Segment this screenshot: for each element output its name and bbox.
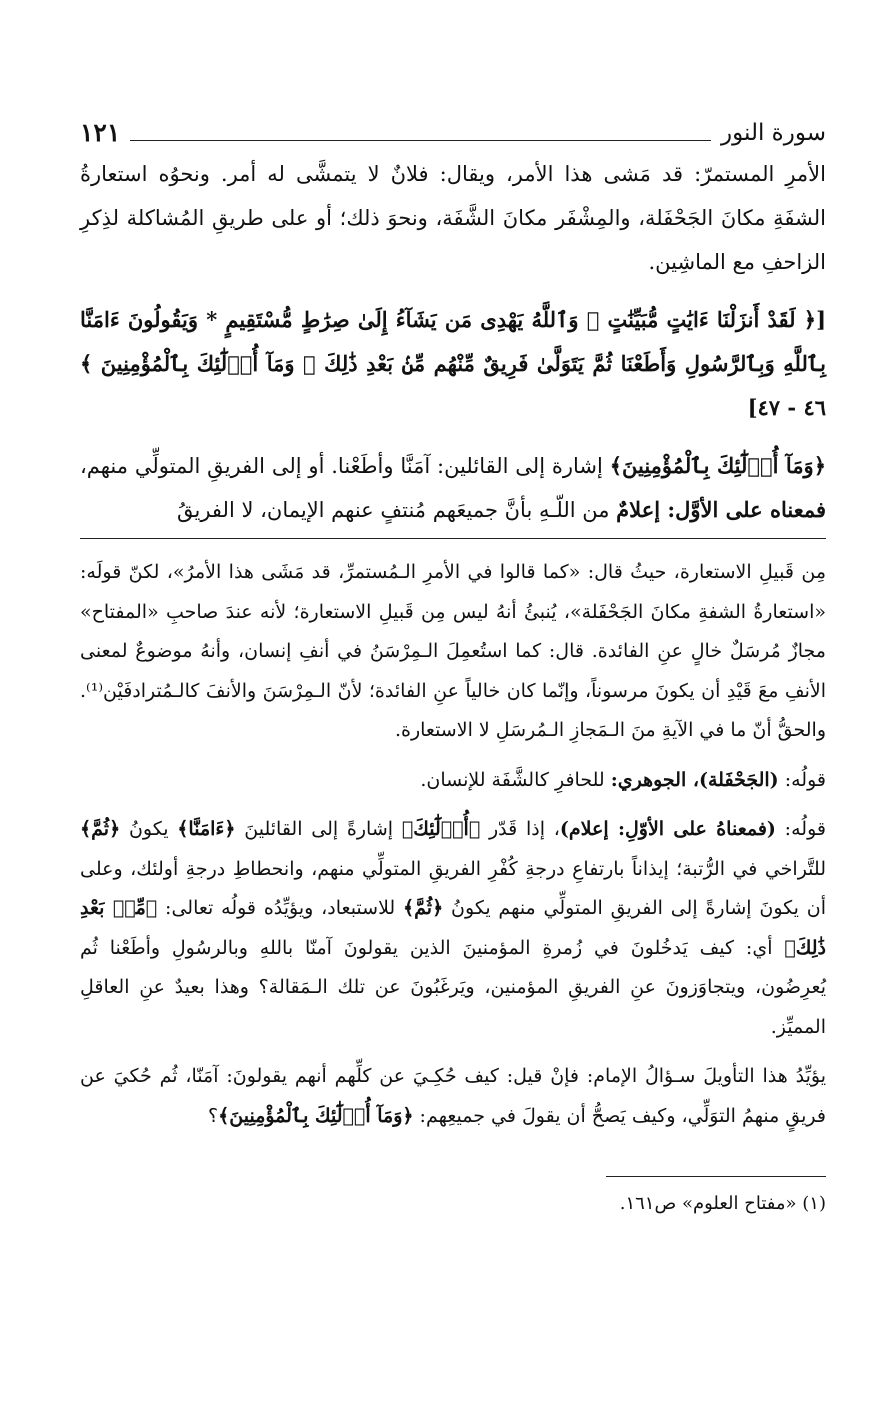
commentary <box>80 553 826 1136</box>
text-span: ؟ <box>208 1104 219 1127</box>
main-paragraph-1: الأمرِ المستمرّ: قد مَشى هذا الأمر، ويقال: فلانٌ لا يتمشَّى له أمر. ونحوُه استعارةُ الشفَةِ مكانَ الجَحْفَلة، والمِشْفَر مكانَ الشَّفَة، ونحوَ ذلك؛ أو على طريقِ المُشاكلة لذِكرِ الزاحفِ مع الماشِين. <box>80 162 826 274</box>
commentary-paragraph-4 <box>80 1057 826 1136</box>
text-span: للتَّراخي في الرُّتبة؛ إيذاناً بارتفاعِ درجةِ كُفْرِ الفريقِ المتولِّي منهم، وانحطاطِ درجةِ أولئك، وعلى أن يكونَ إشارةً إلى الفريقِ المتولِّي منهم يكونُ <box>80 857 826 919</box>
quran-quote: ﴿أُو۟لَٰٓئِكَ﴾ <box>401 818 481 840</box>
commentary-paragraph-3 <box>80 810 826 1047</box>
bold-phrase: (فمعناهُ على الأوّلِ: إعلام) <box>559 818 776 840</box>
quran-quote: ﴿مِّنۢ بَعْدِ ذَٰلِكَ﴾ <box>80 897 826 959</box>
section-divider <box>80 538 826 539</box>
text-span: قولُه: <box>775 818 826 840</box>
page-number: ١٢١ <box>80 118 121 147</box>
footnote: (١) «مفتاح العلوم» ص١٦١. <box>619 1193 826 1214</box>
text-span: يؤيِّدُ هذا التأويلَ سـؤالُ الإمام: فإنْ قيل: كيف حُكِـيَ عن كلِّهم أنهم يقولونَ: آمَنّا، ثُم حُكيَ عن فريقٍ منهمُ التوَلِّي، وكيف يَصحُّ أن يقولَ في جميعِهم: <box>80 1065 826 1127</box>
main-text <box>80 152 826 532</box>
quran-quote: ﴿ءَامَنَّا﴾ <box>177 818 236 840</box>
text-span: إشارة إلى القائلين: آمَنَّا وأطَعْنا. أو إلى الفريقِ المتولِّي منهم، <box>80 454 610 478</box>
text-span: قولُه: <box>778 768 826 791</box>
footnote-rule <box>606 1176 826 1177</box>
commentary-paragraph-2 <box>80 761 826 801</box>
surah-title: سورة النور <box>721 120 826 146</box>
header-rule <box>130 140 711 141</box>
quran-quote: ﴿وَمَآ أُو۟لَٰٓئِكَ بِٱلْمُؤْمِنِينَ﴾ <box>609 453 827 478</box>
main-paragraph-2 <box>80 444 826 532</box>
text-span: من اللّـهِ بأنَّ جميعَهم مُنتفٍ عنهم الإيمان، لا الفريقُ <box>176 498 617 522</box>
bold-phrase: (الجَحْفَلة)، الجوهري: <box>610 768 779 791</box>
text-span: أي: كيف يَدخُلونَ في زُمرةِ المؤمنينَ الذين يقولونَ آمنّا باللهِ وبالرسُولِ وأطَعْنا ثُم يُعرِضُون، ويتجاوَزونَ عنِ الفريقِ المؤمنين، ويَرغَبُونَ عن تلك الـمَقالة؟ وهذا بعيدٌ عنِ العاقلِ المميِّز. <box>80 936 826 1038</box>
quran-quote: ﴿وَمَآ أُو۟لَٰٓئِكَ بِٱلْمُؤْمِنِينَ﴾ <box>218 1104 414 1127</box>
page-header <box>80 112 826 148</box>
verse-block: [﴿ لَقَدْ أَنزَلْنَا ءَايَٰتٍ مُّبَيِّنَٰتٍ ۚ وَٱللَّهُ يَهْدِى مَن يَشَآءُ إِلَىٰ صِرَٰطٍ مُّسْتَقِيمٍ * وَيَقُولُونَ ءَامَنَّا بِٱللَّهِ وَبِٱلرَّسُولِ وَأَطَعْنَا ثُمَّ يَتَوَلَّىٰ فَرِيقٌ مِّنْهُم مِّنۢ بَعْدِ ذَٰلِكَ ۚ وَمَآ أُو۟لَٰٓئِكَ بِٱلْمُؤْمِنِينَ ﴾ ٤٦ - ٤٧] <box>80 307 826 420</box>
text-span: يكونُ <box>120 818 178 840</box>
bold-phrase: فمعناه على الأوَّل: إعلامٌ <box>616 497 826 522</box>
commentary-paragraph-1: مِن قَبيلِ الاستعارة، حيثُ قال: «كما قالوا في الأمرِ الـمُستمرِّ، قد مَشَى هذا الأمرُ»، لكنّ قولَه: «استعارةُ الشفةِ مكانَ الجَحْفَلة»، يُنبئُ أنهُ ليس مِن قَبيلِ الاستعارة؛ لأنه عندَ صاحبِ «المفتاح» مجازٌ مُرسَلٌ خالٍ عنِ الفائدة. قال: كما استُعمِلَ الـمِرْسَنُ في أنفِ إنسان، وأنهُ موضوعٌ لمعنى الأنفِ معَ قَيْدِ أن يكونَ مرسوناً، وإنّما كان خالياً عنِ الفائدة؛ لأنّ الـمِرْسَنَ والأنفَ كالـمُترادفَيْن⁽¹⁾. والحقُّ أنّ ما في الآيةِ منَ الـمَجازِ الـمُرسَلِ لا الاستعارة. <box>80 561 826 741</box>
text-span: ، إذا قَدّر <box>480 818 560 840</box>
page <box>80 112 826 1219</box>
text-span: للاستبعاد، ويؤيِّدُه قولُه تعالى: <box>157 897 404 919</box>
quran-quote: ﴿ثُمَّ﴾ <box>80 818 121 840</box>
text-span: إشارةً إلى القائلينَ <box>235 818 402 840</box>
text-span: للحافرِ كالشَّفَة للإنسان. <box>420 768 611 791</box>
quran-quote: ﴿ثُمَّ﴾ <box>403 897 444 919</box>
